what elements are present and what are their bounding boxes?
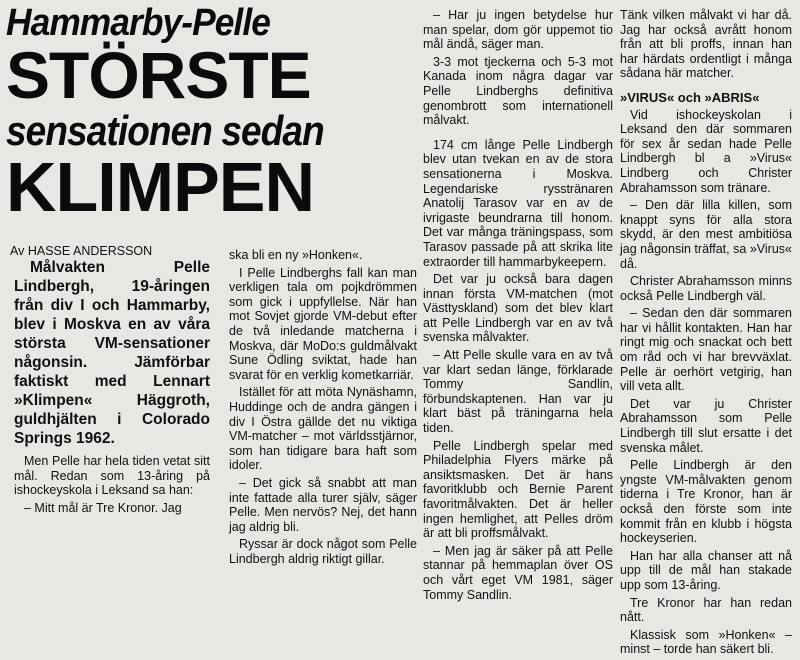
- lead-text: Målvakten Pelle Lindbergh, 19-åringen från div I och Hammarby, blev i Moskva en av våra största VM-sensationer någonsin. Jämförbar faktiskt med Lennart »Klimpen« Häggroth, guldhjälten i Colorado Springs 1962.: [14, 259, 210, 447]
- paragraph: Pelle Lindbergh är den yngste VM-målvakten genom tiderna i Tre Kronor, han är också den förste som inte kommit från en klubb i högsta hockeyserien.: [620, 458, 792, 546]
- paragraph: I Pelle Lindberghs fall kan man verkligen tala om pojkdrömmen som gick i uppfyllelse. När han mot Sovjet gjorde VM-debut efter de två inledande matcherna i Moskva, där MoDo:s guldmålvakt Sune Ödling sviktat, hade han svarat för en verklig kometkarriär.: [229, 265, 417, 382]
- paragraph: Men Pelle har hela tiden vetat sitt mål. Redan som 13-åring på ishockeyskola i Leksand sa han:: [14, 454, 210, 498]
- paragraph: – Men jag är säker på att Pelle stannar på hemmaplan över OS och vårt eget VM 1981, säger Tommy Sandlin.: [423, 543, 613, 602]
- byline: Av HASSE ANDERSSON: [10, 244, 153, 258]
- headline: [6, 2, 378, 226]
- column-4: [620, 8, 792, 660]
- headline-line-4: KLIMPEN: [6, 148, 314, 226]
- paragraph: ska bli en ny »Honken«.: [229, 248, 363, 262]
- paragraph: 174 cm långe Pelle Lindbergh blev utan tvekan en av de stora sensationerna i Moskva. Legendariske rysstränaren Anatolij Tarasov var en av de ivrigaste beundrarna till honom. Det var många träningspass, som Tarasov passade på att skrika lite extraorder till hammarbykeepern.: [423, 137, 613, 269]
- paragraph: Klassisk som »Honken« – minst – torde han säkert bli.: [620, 627, 792, 657]
- paragraph: – Att Pelle skulle vara en av två var klart sedan länge, förklarade Tommy Sandlin, förbundskaptenen. Han var ju klart bäst på träningarna hela tiden.: [423, 348, 613, 436]
- headline-line-2: STÖRSTE: [6, 38, 311, 112]
- paragraph: Tre Kronor har han redan nått.: [620, 595, 792, 625]
- paragraph: Ryssar är dock något som Pelle Lindbergh aldrig riktigt gillar.: [229, 537, 417, 566]
- headline-line-1: Hammarby-Pelle: [6, 2, 270, 44]
- paragraph: Istället för att möta Nynäshamn, Huddinge och de andra gängen i div I Östra gällde det nu viktiga VM-matcher – mot världsstjärnor, som han tidigare bara haft som idoler.: [229, 385, 417, 473]
- paragraph: Pelle Lindbergh spelar med Philadelphia Flyers märke på ansiktsmasken. Det är hans favoritklubb och Bernie Parent favoritmålvakten. Det är heller ingen hemlighet, att Pelles dröm är att bli proffsmålvakt.: [423, 438, 613, 541]
- lead-paragraph: [14, 258, 210, 448]
- headline-line-3: sensationen sedan: [6, 107, 324, 154]
- paragraph: Tänk vilken målvakt vi har då. Jag har också avrått honom från att bli proffs, innan han har härdats ordentligt i många sådana här matcher.: [620, 8, 792, 81]
- paragraph: – Den där lilla killen, som knappt syns för alla stora skydd, är den mest ambitiösa jag någonsin träffat, sa »Virus« då.: [620, 198, 792, 271]
- paragraph: Han har alla chanser att nå upp till de mål han stakade upp som 13-åring.: [620, 548, 792, 592]
- column-1: [14, 258, 210, 518]
- paragraph: Vid ishockeyskolan i Leksand den där sommaren för sex år sedan hade Pelle Lindbergh bl a »Virus« Lindberg och Christer Abrahamsson som tränare.: [620, 107, 792, 195]
- paragraph: Det var ju också bara dagen innan första VM-matchen (mot Västtyskland) som det blev klart att Pelle Lindbergh var en av två svenska målvakter.: [423, 272, 613, 345]
- paragraph: Det var ju Christer Abrahamsson som Pelle Lindbergh till slut ersatte i det svenska målet.: [620, 396, 792, 455]
- paragraph: – Det gick så snabbt att man inte fattade alla turer själv, säger Pelle. Men nervös? Nej, det hann jag aldrig bli.: [229, 475, 417, 534]
- column-2: [229, 248, 417, 569]
- paragraph: – Har ju ingen betydelse hur man spelar, dom gör uppemot tio mål ändå, säger man.: [423, 8, 613, 52]
- paragraph: – Sedan den där sommaren har vi hållit kontakten. Han har ringt mig och snackat och bett om råd och vi har brevväxlat. Pelle är oerhört vetgirig, han vill veta allt.: [620, 306, 792, 394]
- paragraph: 3-3 mot tjeckerna och 5-3 mot Kanada inom några dagar var Pelle Lindberghs definitiva genombrott som internationell målvakt.: [423, 54, 613, 128]
- paragraph: Christer Abrahamsson minns också Pelle Lindbergh väl.: [620, 274, 792, 303]
- column-3: [423, 8, 613, 605]
- paragraph: – Mitt mål är Tre Kronor. Jag: [24, 500, 182, 515]
- subheading: »VIRUS« och »ABRIS«: [620, 89, 760, 105]
